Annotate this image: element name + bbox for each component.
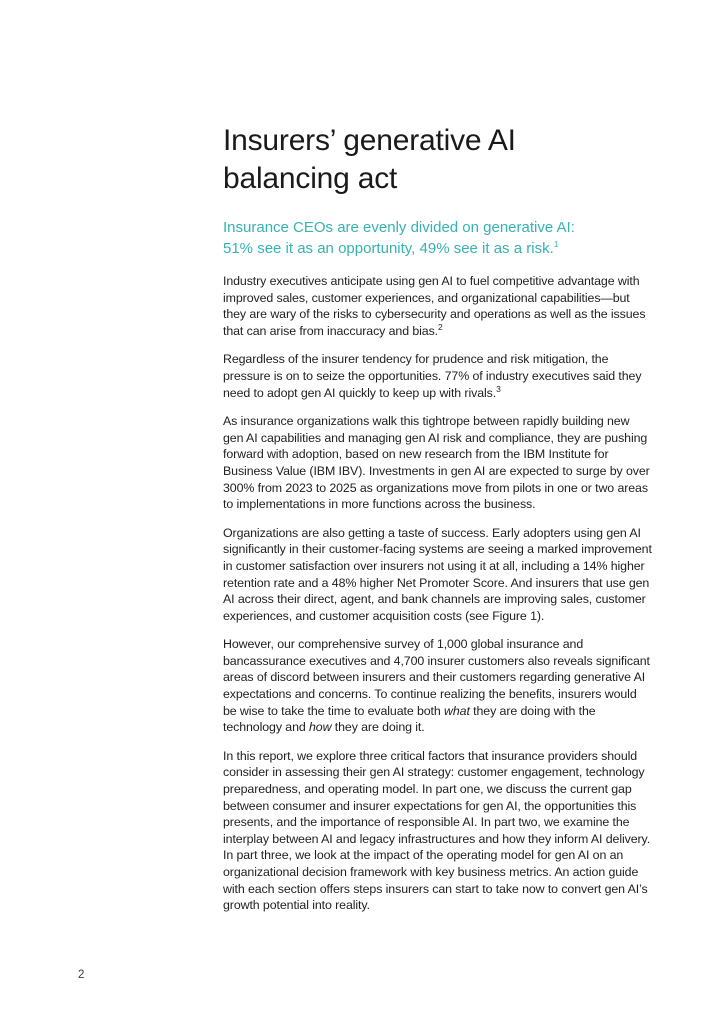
emphasis-text: how xyxy=(309,720,332,735)
paragraph-text: Industry executives anticipate using gen AI to fuel competitive advantage with improved sales, customer experiences, and organizational capabilities—but they are wary of the risks to cybersecurity and operations as well as the issues that can arise from inaccuracy and bias. xyxy=(223,274,646,338)
body-paragraph xyxy=(223,636,653,736)
title-line-1: Insurers’ generative AI xyxy=(223,124,516,157)
paragraph-text: they are doing with the technology and xyxy=(223,703,596,735)
page-number: 2 xyxy=(78,969,85,981)
paragraph-text: As insurance organizations walk this tightrope between rapidly building new gen AI capabilities and managing gen AI risk and compliance, they are pushing forward with adoption, based on new research from the IBM Institute for Business Value (IBM IBV). Investments in gen AI are expected to surge by over 300% from 2023 to 2025 as organizations move from pilots in one or two areas to implementations in more functions across the business. xyxy=(223,414,650,512)
page-title xyxy=(223,122,653,198)
body-paragraph xyxy=(223,351,653,401)
lede-line-2: 51% see it as an opportunity, 49% see it as a risk. xyxy=(223,240,554,257)
paragraph-text: they are doing it. xyxy=(331,720,425,735)
emphasis-text: what xyxy=(444,703,470,718)
paragraph-text: Organizations are also getting a taste of success. Early adopters using gen AI significantly in their customer-facing systems are seeing a marked improvement in customer satisfaction over insurers not using it at all, including a 14% higher retention rate and a 48% higher Net Promoter Score. And insurers that use gen AI across their direct, agent, and bank channels are improving sales, customer experiences, and customer acquisition costs (see Figure 1). xyxy=(223,525,652,623)
body-paragraph xyxy=(223,273,653,339)
body-paragraph xyxy=(223,748,653,914)
footnote-ref: 2 xyxy=(438,321,443,332)
title-line-2: balancing act xyxy=(223,162,398,195)
body-paragraph xyxy=(223,525,653,625)
body-paragraph xyxy=(223,413,653,513)
footnote-ref: 3 xyxy=(496,383,501,394)
paragraph-text: Regardless of the insurer tendency for prudence and risk mitigation, the pressure is on to seize the opportunities. 77% of industry executives said they need to adopt gen AI quickly to keep up with rivals. xyxy=(223,352,642,400)
footnote-ref: 1 xyxy=(553,239,559,249)
paragraph-text: However, our comprehensive survey of 1,000 global insurance and bancassurance executives and 4,700 insurer customers also reveals significant areas of discord between insurers and their customers regarding generative AI expectations and concerns. To continue realizing the benefits, insurers would be wise to take the time to evaluate both xyxy=(223,637,650,718)
lede-highlight xyxy=(223,217,653,259)
article-content xyxy=(223,122,653,914)
paragraph-text: In this report, we explore three critical factors that insurance providers should consider in assessing their gen AI strategy: customer engagement, technology preparedness, and operating model. In part one, we discuss the current gap between consumer and insurer expectations for gen AI, the opportunities this presents, and the importance of responsible AI. In part two, we examine the interplay between AI and legacy infrastructures and how they inform AI delivery. In part three, we look at the impact of the operating model for gen AI on an organizational decision framework with key business metrics. An action guide with each section offers steps insurers can start to take now to convert gen AI’s growth potential into reality. xyxy=(223,748,651,913)
lede-line-1: Insurance CEOs are evenly divided on generative AI: xyxy=(223,219,575,236)
